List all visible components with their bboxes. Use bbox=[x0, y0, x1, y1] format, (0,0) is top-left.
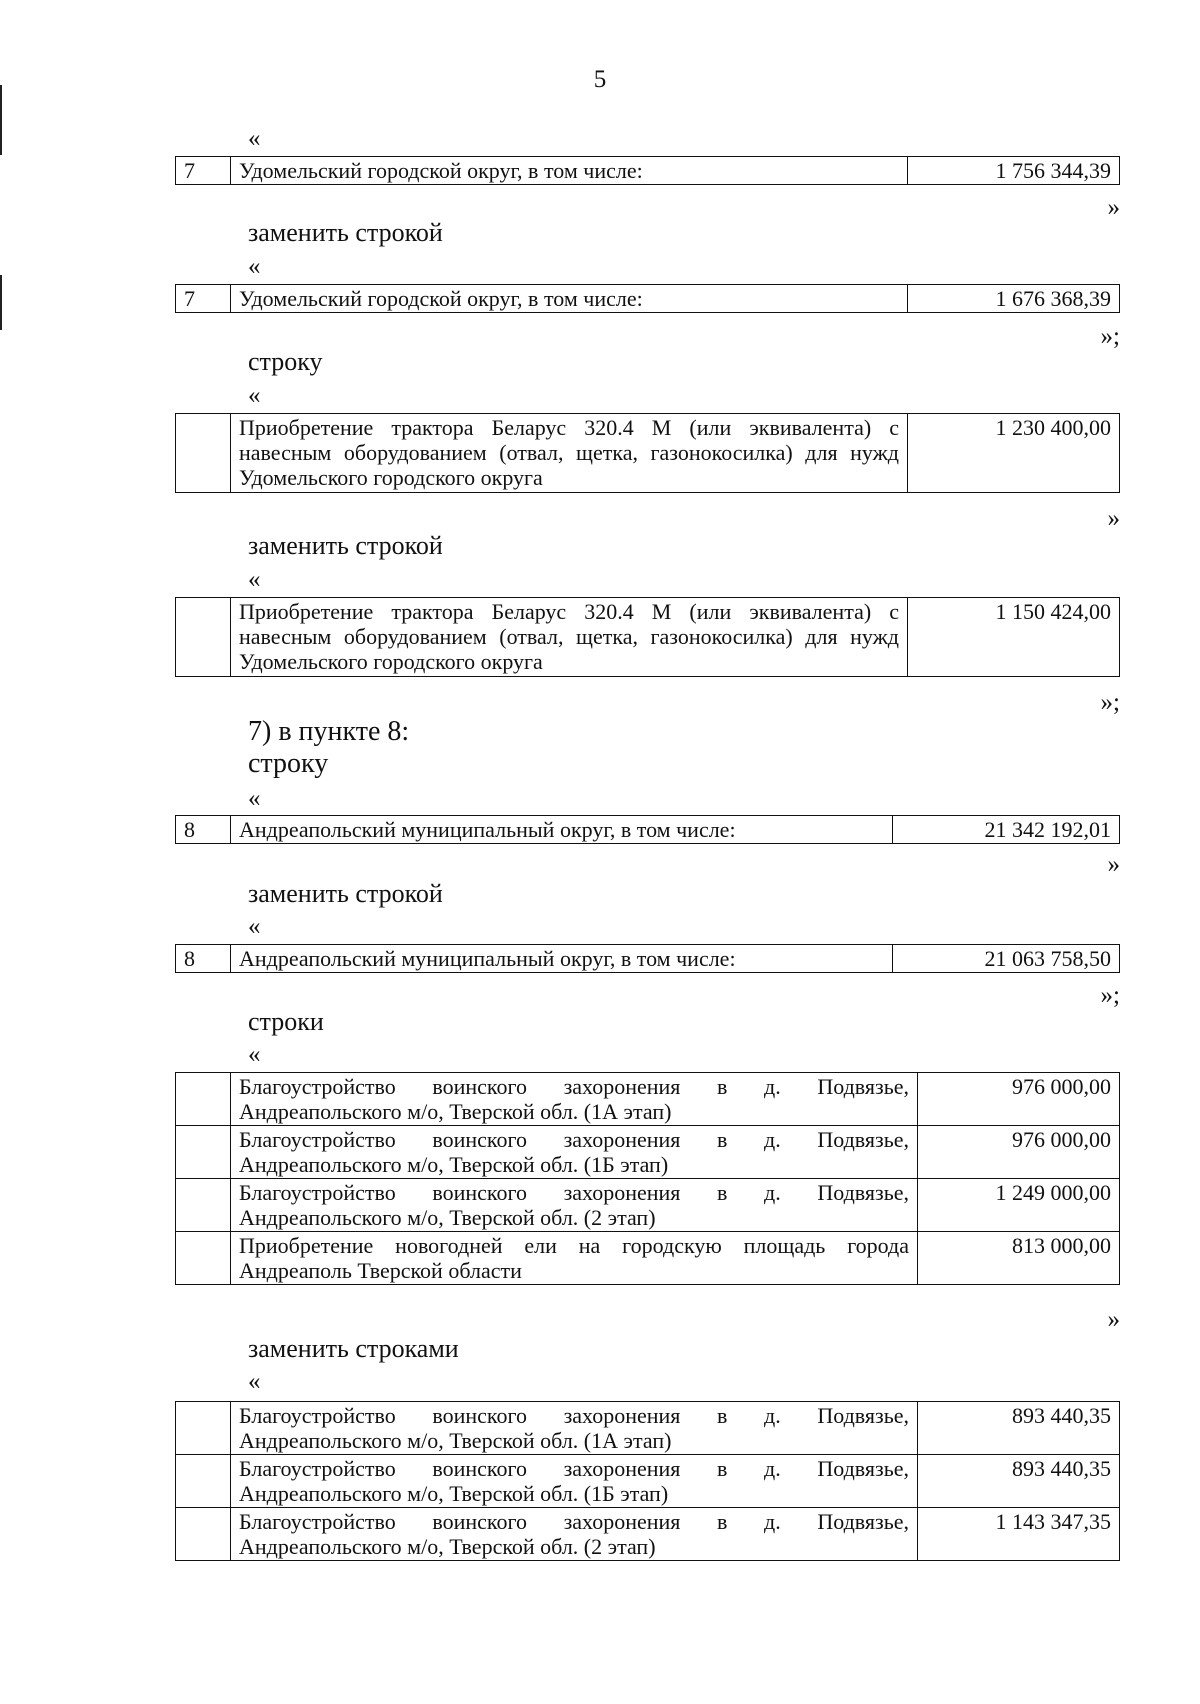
amendment-row-andreapol-old bbox=[175, 815, 1120, 844]
row-name: Приобретение новогодней ели на городскую площадь города Андреаполь Тверской области bbox=[231, 1232, 918, 1285]
row-amount: 976 000,00 bbox=[918, 1073, 1120, 1126]
table-row bbox=[176, 1073, 1120, 1126]
row-amount: 1 143 347,35 bbox=[918, 1508, 1120, 1561]
row-number bbox=[176, 414, 231, 493]
instruction-text: строку bbox=[248, 748, 329, 779]
row-name: Приобретение трактора Беларус 320.4 М (или эквивалента) с навесным оборудованием (отвал, щетка, газонокосилка) для нужд Удомельского городского округа bbox=[231, 598, 908, 677]
instruction-text: заменить строкой bbox=[248, 879, 443, 908]
row-amount: 21 063 758,50 bbox=[893, 945, 1120, 973]
row-name: Андреапольский муниципальный округ, в том числе: bbox=[231, 816, 893, 844]
scan-edge-mark bbox=[0, 275, 2, 330]
row-amount: 893 440,35 bbox=[918, 1455, 1120, 1508]
row-amount: 976 000,00 bbox=[918, 1126, 1120, 1179]
row-name: Приобретение трактора Беларус 320.4 М (или эквивалента) с навесным оборудованием (отвал, щетка, газонокосилка) для нужд Удомельского городского округа bbox=[231, 414, 908, 493]
scan-edge-mark bbox=[0, 85, 2, 155]
open-quote: « bbox=[248, 125, 261, 152]
amendment-row-tractor-old bbox=[175, 413, 1120, 493]
row-number: 8 bbox=[176, 945, 231, 973]
amendment-table-burial-new bbox=[175, 1401, 1120, 1561]
row-number bbox=[176, 1455, 231, 1508]
amendment-row-andreapol-new bbox=[175, 944, 1120, 973]
row-name: Благоустройство воинского захоронения в д. Подвязье, Андреапольского м/о, Тверской обл. (2 этап) bbox=[231, 1179, 918, 1232]
row-number bbox=[176, 1073, 231, 1126]
table-row bbox=[176, 1126, 1120, 1179]
row-number: 7 bbox=[176, 157, 231, 185]
row-amount: 1 150 424,00 bbox=[908, 598, 1120, 677]
row-name: Благоустройство воинского захоронения в д. Подвязье, Андреапольского м/о, Тверской обл. (1А этап) bbox=[231, 1073, 918, 1126]
row-amount: 893 440,35 bbox=[918, 1402, 1120, 1455]
table-row bbox=[176, 1508, 1120, 1561]
row-name: Благоустройство воинского захоронения в д. Подвязье, Андреапольского м/о, Тверской обл. (1А этап) bbox=[231, 1402, 918, 1455]
close-quote: »; bbox=[1100, 689, 1120, 716]
amendment-row-udomelsky-old bbox=[175, 156, 1120, 185]
open-quote: « bbox=[248, 913, 261, 940]
amendment-row-tractor-new bbox=[175, 597, 1120, 677]
row-number bbox=[176, 1508, 231, 1561]
table-row bbox=[176, 1402, 1120, 1455]
row-number bbox=[176, 1232, 231, 1285]
row-amount: 1 230 400,00 bbox=[908, 414, 1120, 493]
row-number: 8 bbox=[176, 816, 231, 844]
row-amount: 1 676 368,39 bbox=[908, 285, 1120, 313]
close-quote: » bbox=[1107, 194, 1120, 221]
section-heading: 7) в пункте 8: bbox=[248, 716, 410, 747]
open-quote: « bbox=[248, 1368, 261, 1395]
table-row bbox=[176, 1179, 1120, 1232]
instruction-text: заменить строкой bbox=[248, 531, 443, 560]
open-quote: « bbox=[248, 253, 261, 280]
close-quote: » bbox=[1107, 851, 1120, 878]
row-amount: 21 342 192,01 bbox=[893, 816, 1120, 844]
row-name: Удомельский городской округ, в том числе: bbox=[231, 157, 908, 185]
row-amount: 1 756 344,39 bbox=[908, 157, 1120, 185]
instruction-text: строку bbox=[248, 347, 323, 376]
instruction-text: заменить строкой bbox=[248, 218, 443, 247]
row-number bbox=[176, 1126, 231, 1179]
row-number bbox=[176, 598, 231, 677]
close-quote: »; bbox=[1100, 323, 1120, 350]
instruction-text: заменить строками bbox=[248, 1334, 459, 1363]
table-row bbox=[176, 1455, 1120, 1508]
amendment-table-burial-old bbox=[175, 1072, 1120, 1285]
row-name: Благоустройство воинского захоронения в д. Подвязье, Андреапольского м/о, Тверской обл. (1Б этап) bbox=[231, 1455, 918, 1508]
row-number bbox=[176, 1179, 231, 1232]
table-row bbox=[176, 1232, 1120, 1285]
row-name: Удомельский городской округ, в том числе: bbox=[231, 285, 908, 313]
close-quote: » bbox=[1107, 505, 1120, 532]
open-quote: « bbox=[248, 785, 261, 812]
open-quote: « bbox=[248, 1041, 261, 1068]
row-name: Благоустройство воинского захоронения в д. Подвязье, Андреапольского м/о, Тверской обл. (2 этап) bbox=[231, 1508, 918, 1561]
row-number bbox=[176, 1402, 231, 1455]
row-amount: 813 000,00 bbox=[918, 1232, 1120, 1285]
page-number: 5 bbox=[593, 66, 607, 93]
instruction-text: строки bbox=[248, 1007, 324, 1036]
row-name: Благоустройство воинского захоронения в д. Подвязье, Андреапольского м/о, Тверской обл. (1Б этап) bbox=[231, 1126, 918, 1179]
close-quote: »; bbox=[1100, 982, 1120, 1009]
close-quote: » bbox=[1107, 1306, 1120, 1333]
open-quote: « bbox=[248, 566, 261, 593]
row-number: 7 bbox=[176, 285, 231, 313]
row-amount: 1 249 000,00 bbox=[918, 1179, 1120, 1232]
open-quote: « bbox=[248, 382, 261, 409]
row-name: Андреапольский муниципальный округ, в том числе: bbox=[231, 945, 893, 973]
amendment-row-udomelsky-new bbox=[175, 284, 1120, 313]
